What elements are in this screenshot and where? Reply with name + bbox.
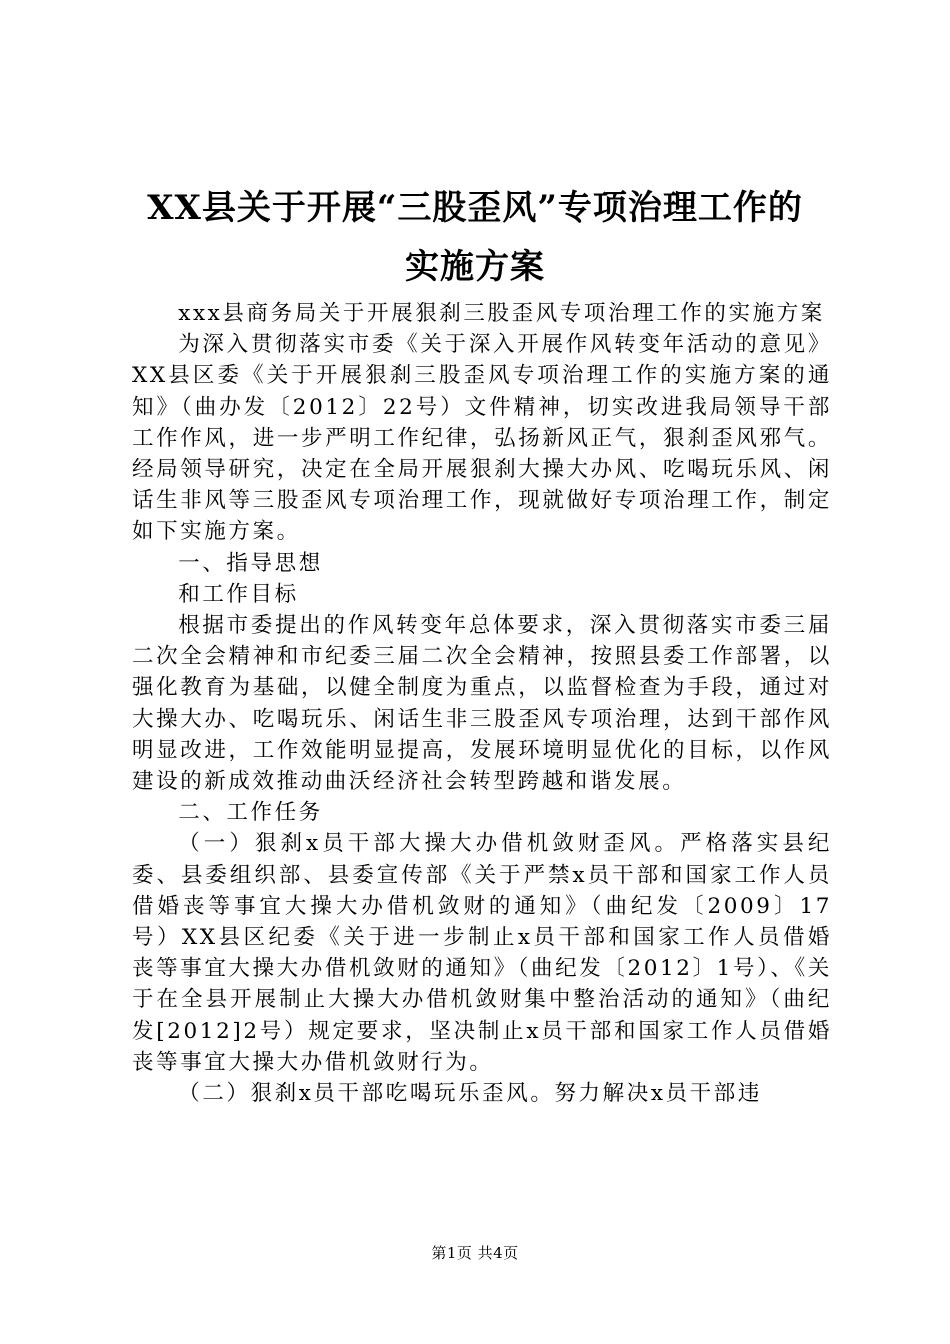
paragraph-guiding-ideology: 根据市委提出的作风转变年总体要求，深入贯彻落实市委三届二次全会精神和市纪委三届二次全会精神，按照县委工作部署，以强化教育为基础，以健全制度为重点，以监督检查为手段，通过对大操大办、吃喝玩乐、闲话生非三股歪风专项治理，达到干部作风明显改进，工作效能明显提高，发展环境明显优化的目标，以作风建设的新成效推动曲沃经济社会转型跨越和谐发展。 <box>132 613 832 795</box>
document-body <box>132 298 832 1109</box>
paragraph-intro: 为深入贯彻落实市委《关于深入开展作风转变年活动的意见》XX县区委《关于开展狠刹三股歪风专项治理工作的实施方案的通知》（曲办发〔2012〕22号）文件精神，切实改进我局领导干部工作作风，进一步严明工作纪律，弘扬新风正气，狠刹歪风邪气。经局领导研究，决定在全局开展狠刹大操大办风、吃喝玩乐风、闲话生非风等三股歪风专项治理工作，现就做好专项治理工作，制定如下实施方案。 <box>132 332 832 545</box>
document-title-line-2: 实施方案 <box>405 247 545 287</box>
section-heading-1-continued: 和工作目标 <box>178 581 299 607</box>
document-title-line-1: XX县关于开展“三股歪风”专项治理工作的 <box>147 188 803 228</box>
section-heading-2: 二、工作任务 <box>178 800 323 826</box>
paragraph-task-2: （二）狠刹x员干部吃喝玩乐歪风。努力解决x员干部违 <box>178 1081 762 1107</box>
paragraph-subtitle: xxx县商务局关于开展狠刹三股歪风专项治理工作的实施方案 <box>178 301 825 326</box>
section-heading-1: 一、指导思想 <box>178 550 323 576</box>
page-number-footer: 第1页 共4页 <box>431 1244 519 1262</box>
paragraph-task-1: （一）狠刹x员干部大操大办借机敛财歪风。严格落实县纪委、县委组织部、县委宣传部《关于严禁x员干部和国家工作人员借婚丧等事宜大操大办借机敛财的通知》（曲纪发〔2009〕17号）XX县区纪委《关于进一步制止x员干部和国家工作人员借婚丧等事宜大操大办借机敛财的通知》（曲纪发〔2012〕1号）、《关于在全县开展制止大操大办借机敛财集中整治活动的通知》（曲纪发[2012]2号）规定要求，坚决制止x员干部和国家工作人员借婚丧等事宜大操大办借机敛财行为。 <box>132 831 832 1075</box>
